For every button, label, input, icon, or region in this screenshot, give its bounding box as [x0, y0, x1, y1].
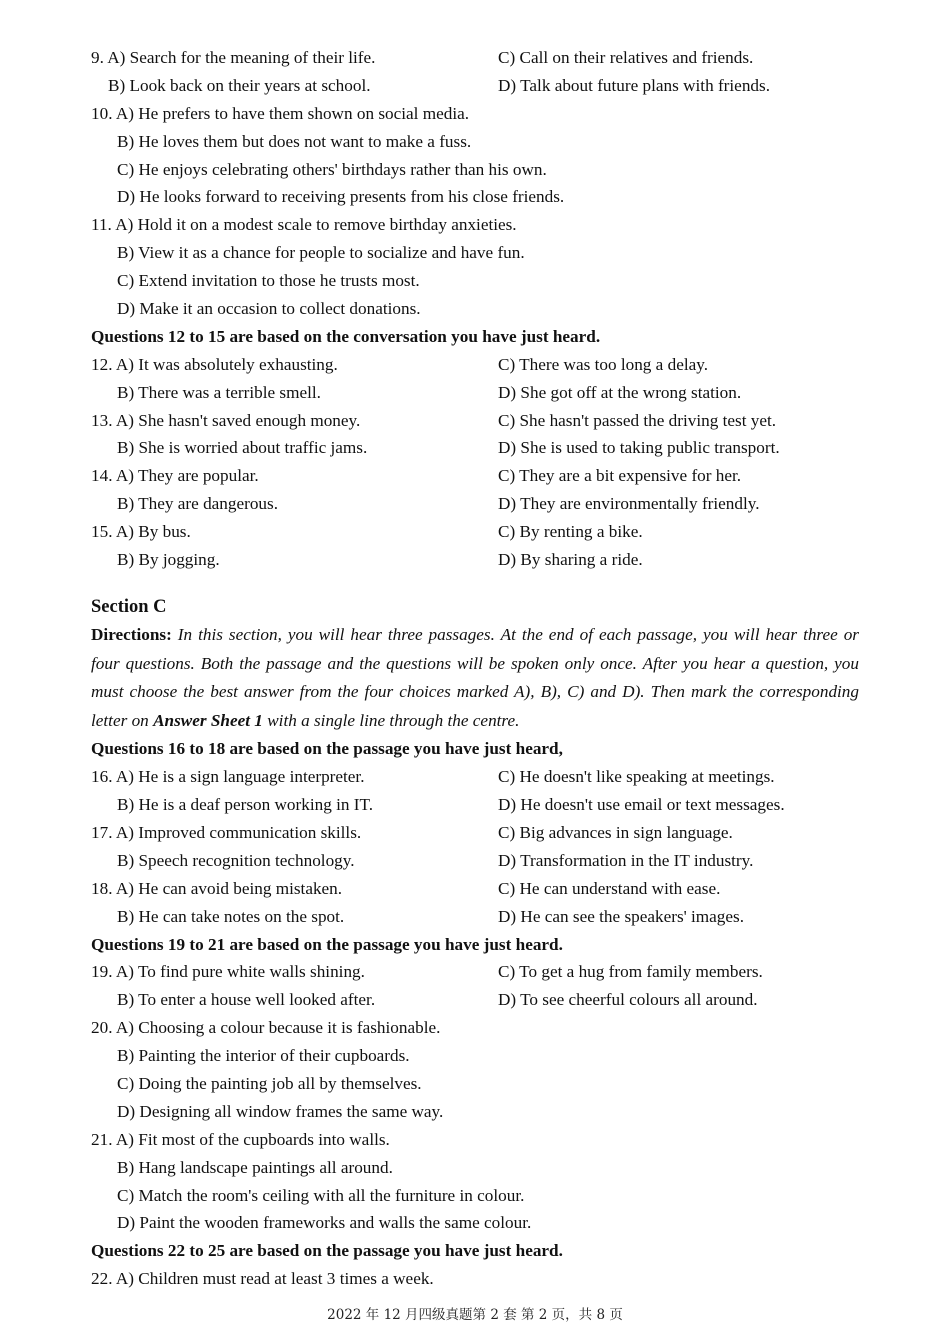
q10-option-b: B) He loves them but does not want to make a fuss.: [117, 131, 472, 151]
question-14-row-2: [91, 490, 859, 518]
q13-option-d: D) She is used to taking public transport.: [498, 438, 780, 458]
q16-option-a: 16. A) He is a sign language interpreter.: [91, 767, 365, 787]
question-18-row-2: [91, 903, 859, 931]
q16-option-c: C) He doesn't like speaking at meetings.: [498, 767, 775, 787]
question-13-row-1: [91, 407, 859, 435]
q10-option-d: D) He looks forward to receiving presents from his close friends.: [117, 187, 565, 207]
q11-option-a: 11. A) Hold it on a modest scale to remove birthday anxieties.: [91, 215, 517, 235]
q12-option-a: 12. A) It was absolutely exhausting.: [91, 354, 338, 374]
q14-option-c: C) They are a bit expensive for her.: [498, 466, 742, 486]
section-c-title: Section C: [91, 596, 167, 617]
q15-option-b: B) By jogging.: [117, 550, 220, 570]
question-17-row-1: [91, 819, 859, 847]
question-18-row-1: [91, 875, 859, 903]
q20-option-d: D) Designing all window frames the same way.: [117, 1101, 444, 1121]
q22-option-a: 22. A) Children must read at least 3 times a week.: [91, 1269, 434, 1289]
question-19-row-2: [91, 986, 859, 1014]
heading-questions-22-25: Questions 22 to 25 are based on the passage you have just heard.: [91, 1241, 563, 1261]
q19-option-d: D) To see cheerful colours all around.: [498, 990, 758, 1010]
question-15-row-2: [91, 546, 859, 574]
q9-option-d: D) Talk about future plans with friends.: [498, 75, 770, 95]
question-13-row-2: [91, 434, 859, 462]
q14-option-a: 14. A) They are popular.: [91, 466, 259, 486]
q21-option-a: 21. A) Fit most of the cupboards into walls.: [91, 1129, 390, 1149]
q17-option-b: B) Speech recognition technology.: [117, 850, 355, 870]
q9-option-c: C) Call on their relatives and friends.: [498, 48, 754, 67]
q21-option-c: C) Match the room's ceiling with all the furniture in colour.: [117, 1185, 525, 1205]
question-12-row-1: [91, 351, 859, 379]
q15-option-d: D) By sharing a ride.: [498, 550, 643, 570]
heading-questions-19-21: Questions 19 to 21 are based on the passage you have just heard.: [91, 934, 563, 954]
q11-option-b: B) View it as a chance for people to socialize and have fun.: [117, 243, 525, 263]
q20-option-b: B) Painting the interior of their cupboards.: [117, 1046, 410, 1066]
q17-option-d: D) Transformation in the IT industry.: [498, 850, 754, 870]
q18-option-c: C) He can understand with ease.: [498, 878, 721, 898]
heading-questions-16-18: Questions 16 to 18 are based on the passage you have just heard,: [91, 739, 563, 759]
q19-option-b: B) To enter a house well looked after.: [117, 990, 376, 1010]
q19-option-c: C) To get a hug from family members.: [498, 962, 763, 982]
q17-option-c: C) Big advances in sign language.: [498, 822, 733, 842]
q13-option-b: B) She is worried about traffic jams.: [117, 438, 368, 458]
q13-option-a: 13. A) She hasn't saved enough money.: [91, 410, 361, 430]
question-12-row-2: [91, 379, 859, 407]
question-9-row-2: [91, 72, 859, 100]
question-17-row-2: [91, 847, 859, 875]
exam-page: [91, 44, 859, 1293]
q20-option-a: 20. A) Choosing a colour because it is fashionable.: [91, 1018, 441, 1038]
q16-option-d: D) He doesn't use email or text messages.: [498, 795, 785, 815]
q19-option-a: 19. A) To find pure white walls shining.: [91, 962, 365, 982]
q9-option-b: B) Look back on their years at school.: [108, 75, 371, 95]
q10-option-a: 10. A) He prefers to have them shown on social media.: [91, 103, 470, 123]
q12-option-c: C) There was too long a delay.: [498, 354, 709, 374]
question-9-row-1: [91, 44, 859, 72]
q15-option-a: 15. A) By bus.: [91, 522, 191, 542]
q21-option-b: B) Hang landscape paintings all around.: [117, 1157, 393, 1177]
q20-option-c: C) Doing the painting job all by themselves.: [117, 1073, 422, 1093]
directions-label: Directions:: [91, 624, 172, 644]
q21-option-d: D) Paint the wooden frameworks and walls the same colour.: [117, 1213, 532, 1233]
q10-option-c: C) He enjoys celebrating others' birthdays rather than his own.: [117, 159, 547, 179]
q9-option-a: 9. A) Search for the meaning of their life.: [91, 48, 376, 67]
question-14-row-1: [91, 462, 859, 490]
section-c-directions: [91, 621, 859, 735]
directions-text-2: with a single line through the centre.: [262, 710, 520, 730]
q12-option-b: B) There was a terrible smell.: [117, 382, 321, 402]
q12-option-d: D) She got off at the wrong station.: [498, 382, 742, 402]
q14-option-d: D) They are environmentally friendly.: [498, 494, 760, 514]
directions-text-1: In this section, you will hear three passages. At the end of each passage, you will hear three or four questions. Both the passage and the questions will be spoken only once. After you hear a question, you must choose the best answer from the four choices marked A), B), C) and D). Then mark the corresponding letter on: [91, 624, 859, 730]
q18-option-b: B) He can take notes on the spot.: [117, 906, 345, 926]
page-footer: 2022 年 12 月四级真题第 2 套 第 2 页，共 8 页: [327, 1307, 623, 1323]
q17-option-a: 17. A) Improved communication skills.: [91, 822, 362, 842]
q13-option-c: C) She hasn't passed the driving test yet.: [498, 410, 777, 430]
directions-answer-sheet: Answer Sheet 1: [153, 710, 263, 730]
heading-questions-12-15: Questions 12 to 15 are based on the conversation you have just heard.: [91, 326, 601, 346]
question-19-row-1: [91, 958, 859, 986]
q18-option-a: 18. A) He can avoid being mistaken.: [91, 878, 343, 898]
q15-option-c: C) By renting a bike.: [498, 522, 643, 542]
question-16-row-2: [91, 791, 859, 819]
q11-option-c: C) Extend invitation to those he trusts most.: [117, 271, 420, 291]
question-15-row-1: [91, 518, 859, 546]
q11-option-d: D) Make it an occasion to collect donations.: [117, 299, 421, 319]
q16-option-b: B) He is a deaf person working in IT.: [117, 795, 373, 815]
q14-option-b: B) They are dangerous.: [117, 494, 278, 514]
question-16-row-1: [91, 763, 859, 791]
q18-option-d: D) He can see the speakers' images.: [498, 906, 745, 926]
